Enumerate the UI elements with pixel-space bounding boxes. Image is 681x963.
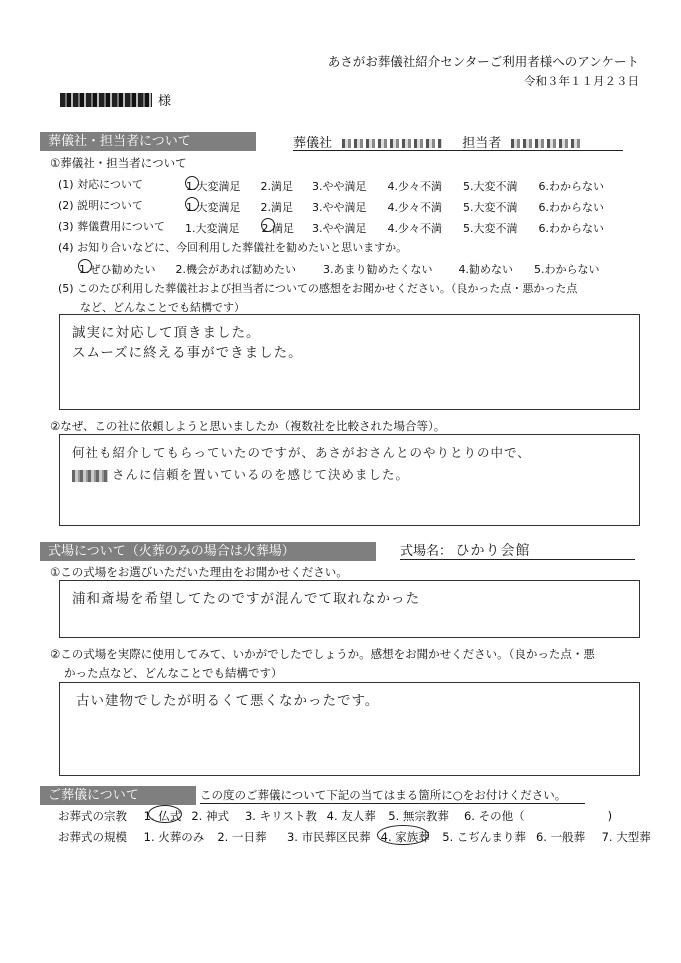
option-definitely-recommend[interactable]: 1.ぜひ勧めたい	[78, 259, 172, 277]
question-label: (2) 説明について	[58, 199, 143, 212]
scale-label: お葬式の規模	[58, 830, 127, 844]
scale-row	[58, 829, 651, 845]
impression-answer-box[interactable]	[59, 314, 640, 410]
question-explanation	[58, 197, 143, 213]
addressee	[60, 90, 172, 109]
company-staff-line	[293, 132, 623, 151]
honorific: 様	[158, 94, 172, 109]
question-response	[58, 176, 143, 192]
section-bar-funeral: ご葬儀について	[40, 786, 196, 805]
handwritten-answer-line-2: スムーズに終える事ができました。	[72, 345, 303, 361]
option-not-recommend[interactable]: 4.勧めない	[458, 263, 513, 276]
option-general-funeral[interactable]: 6. 一般葬	[535, 830, 586, 844]
option-recommend-if-chance[interactable]: 2.機会があれば勧めたい	[175, 263, 296, 276]
option-somewhat-satisfied[interactable]: 3.やや満足	[312, 222, 367, 235]
handwritten-answer-line-1: 何社も紹介してもらっていたのですが、あさがおさんとのやりとりの中で、	[72, 445, 531, 460]
question-cost-options	[185, 218, 604, 236]
redacted-company	[342, 139, 442, 148]
option-not-really-recommend[interactable]: 3.あまり勧めたくない	[323, 263, 433, 276]
other-close-paren: )	[607, 809, 613, 823]
option-somewhat-satisfied[interactable]: 3.やや満足	[312, 180, 367, 193]
option-family-funeral[interactable]: 4. 家族葬	[381, 829, 439, 845]
question-explanation-options	[185, 197, 604, 215]
option-unknown[interactable]: 6.わからない	[538, 222, 604, 235]
option-very-dissatisfied[interactable]: 5.大変不満	[463, 201, 518, 214]
option-other[interactable]: 6. その他（	[463, 809, 525, 823]
why-chosen-answer-box[interactable]	[59, 434, 640, 526]
venue-label: 式場名：	[400, 544, 453, 559]
option-satisfied[interactable]: 2.満足	[260, 201, 293, 214]
question-venue-reason: ①この式場をお選びいただいた理由をお聞かせください。	[50, 565, 348, 579]
option-very-satisfied[interactable]: 1.大変満足	[185, 197, 257, 215]
religion-label: お葬式の宗教	[58, 809, 127, 823]
question-response-options	[185, 176, 604, 194]
section-bar-funeral-company: 葬儀社・担当者について	[40, 132, 256, 151]
question-cost	[58, 218, 165, 234]
question-impression-label-2: など、どんなことでも結構です）	[80, 301, 245, 314]
option-small-funeral[interactable]: 5. こぢんまり葬	[442, 830, 526, 844]
survey-title: あさがお葬儀社紹介センターご利用者様へのアンケート	[327, 54, 639, 69]
staff-label: 担当者	[462, 136, 502, 151]
option-very-dissatisfied[interactable]: 5.大変不満	[463, 180, 518, 193]
option-somewhat-satisfied[interactable]: 3.やや満足	[312, 201, 367, 214]
option-unknown[interactable]: 6.わからない	[538, 180, 604, 193]
company-label: 葬儀社	[293, 136, 333, 151]
handwritten-answer: 浦和斎場を希望してたのですが混んでて取れなかった	[72, 591, 420, 607]
question-recommend-options	[78, 259, 600, 277]
selected-mark	[377, 825, 429, 845]
question-recommend: (4) お知り合いなどに、今回利用した葬儀社を勧めたいと思いますか。	[58, 241, 408, 254]
venue-name-line	[400, 540, 635, 560]
option-christian[interactable]: 3. キリスト教	[244, 809, 317, 823]
question-why-chosen: ②なぜ、この社に依頼しようと思いましたか（複数社を比較された場合等）。	[50, 419, 446, 433]
survey-date: 令和３年１１月２３日	[524, 74, 639, 88]
option-very-dissatisfied[interactable]: 5.大変不満	[463, 222, 518, 235]
question-impression-label-1: (5) このたび利用した葬儀社および担当者についての感想をお聞かせください。（良かった点・悪かった点	[58, 282, 578, 295]
option-satisfied[interactable]: 2.満足	[261, 218, 309, 236]
option-citizen-funeral[interactable]: 3. 市民葬区民葬	[286, 830, 371, 844]
option-shinto[interactable]: 2. 神式	[191, 809, 229, 823]
option-slightly-dissatisfied[interactable]: 4.少々不満	[387, 180, 442, 193]
subhead-company-staff: ①葬儀社・担当者について	[50, 156, 187, 170]
religion-row	[58, 808, 612, 824]
option-buddhist[interactable]: 1. 仏式	[144, 808, 188, 824]
option-unknown[interactable]: 5.わからない	[534, 263, 600, 276]
question-label: (1) 対応について	[58, 178, 143, 191]
handwritten-answer-line-2: さんに信頼を置いているのを感じて決めました。	[72, 465, 409, 483]
venue-reason-answer-box[interactable]	[59, 580, 640, 638]
option-non-religious[interactable]: 5. 無宗教葬	[388, 809, 449, 823]
option-unknown[interactable]: 6.わからない	[538, 201, 604, 214]
option-friend-funeral[interactable]: 4. 友人葬	[326, 809, 376, 823]
option-one-day[interactable]: 2. 一日葬	[217, 830, 267, 844]
question-venue-impression-1: ②この式場を実際に使用してみて、いかがでしたでしょうか。感想をお聞かせください。（良かった点・悪	[50, 647, 595, 661]
option-very-satisfied[interactable]: 1.大変満足	[185, 176, 257, 194]
selected-mark	[148, 805, 182, 823]
option-slightly-dissatisfied[interactable]: 4.少々不満	[387, 222, 442, 235]
redacted-name	[60, 93, 152, 107]
option-slightly-dissatisfied[interactable]: 4.少々不満	[387, 201, 442, 214]
option-large-funeral[interactable]: 7. 大型葬	[601, 830, 651, 844]
option-satisfied[interactable]: 2.満足	[260, 180, 293, 193]
handwritten-answer: 古い建物でしたが明るくて悪くなかったです。	[76, 693, 380, 709]
option-cremation-only[interactable]: 1. 火葬のみ	[143, 830, 205, 844]
question-venue-impression-2: かった点など、どんなことでも結構です）	[64, 666, 283, 680]
funeral-instruction: この度のご葬儀について下記の当てはまる箇所に○をお付けください。	[200, 787, 585, 804]
venue-name-handwritten: ひかり会館	[455, 543, 531, 559]
venue-impression-answer-box[interactable]	[59, 682, 640, 776]
redacted-staff	[511, 139, 581, 148]
handwritten-answer-line-1: 誠実に対応して頂きました。	[72, 325, 261, 341]
option-very-satisfied[interactable]: 1.大変満足	[185, 222, 240, 235]
question-label: (3) 葬儀費用について	[58, 220, 165, 233]
redacted-name	[72, 470, 108, 482]
section-bar-venue: 式場について（火葬のみの場合は火葬場）	[40, 542, 376, 561]
